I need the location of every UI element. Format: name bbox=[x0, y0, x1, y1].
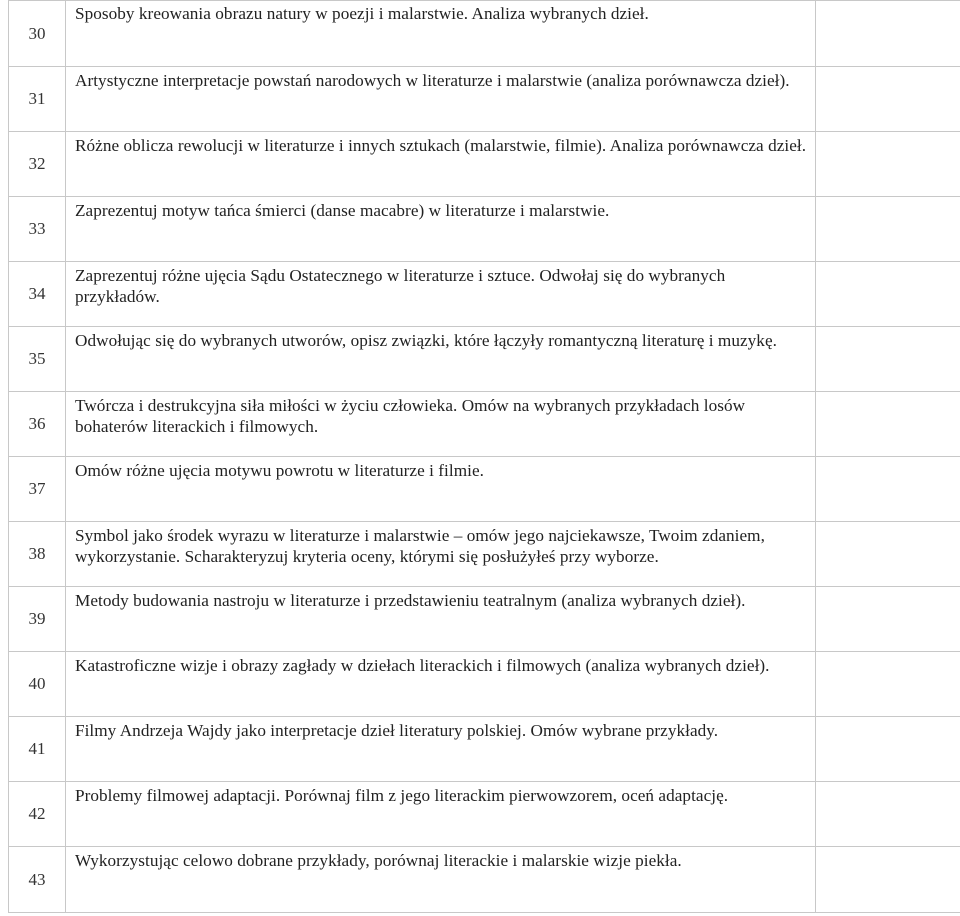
empty-cell bbox=[816, 262, 960, 327]
empty-cell bbox=[816, 132, 960, 197]
table-row bbox=[9, 847, 960, 913]
topic-number: 35 bbox=[9, 327, 66, 392]
empty-cell bbox=[816, 522, 960, 587]
topic-text: Metody budowania nastroju w literaturze i przedstawieniu teatralnym (analiza wybranych dzieł). bbox=[66, 587, 816, 652]
topic-number: 40 bbox=[9, 652, 66, 717]
empty-cell bbox=[816, 587, 960, 652]
empty-cell bbox=[816, 847, 960, 913]
table-row bbox=[9, 717, 960, 782]
table-row bbox=[9, 1, 960, 67]
topic-text: Filmy Andrzeja Wajdy jako interpretacje dzieł literatury polskiej. Omów wybrane przykłady. bbox=[66, 717, 816, 782]
topic-text: Omów różne ujęcia motywu powrotu w literaturze i filmie. bbox=[66, 457, 816, 522]
topic-number: 42 bbox=[9, 782, 66, 847]
empty-cell bbox=[816, 782, 960, 847]
topic-text: Problemy filmowej adaptacji. Porównaj film z jego literackim pierwowzorem, oceń adaptację. bbox=[66, 782, 816, 847]
topic-number: 43 bbox=[9, 847, 66, 913]
table-row bbox=[9, 67, 960, 132]
topic-text: Wykorzystując celowo dobrane przykłady, porównaj literackie i malarskie wizje piekła. bbox=[66, 847, 816, 913]
topic-text: Zaprezentuj różne ujęcia Sądu Ostatecznego w literaturze i sztuce. Odwołaj się do wybranych przykładów. bbox=[66, 262, 816, 327]
table-row bbox=[9, 327, 960, 392]
topics-table bbox=[8, 0, 960, 913]
table-row bbox=[9, 132, 960, 197]
table-row bbox=[9, 522, 960, 587]
empty-cell bbox=[816, 717, 960, 782]
topic-text: Odwołując się do wybranych utworów, opisz związki, które łączyły romantyczną literaturę i muzykę. bbox=[66, 327, 816, 392]
empty-cell bbox=[816, 197, 960, 262]
table-row bbox=[9, 587, 960, 652]
empty-cell bbox=[816, 457, 960, 522]
topic-number: 36 bbox=[9, 392, 66, 457]
topic-text: Zaprezentuj motyw tańca śmierci (danse macabre) w literaturze i malarstwie. bbox=[66, 197, 816, 262]
empty-cell bbox=[816, 1, 960, 67]
topic-text: Twórcza i destrukcyjna siła miłości w życiu człowieka. Omów na wybranych przykładach losów bohaterów literackich i filmowych. bbox=[66, 392, 816, 457]
empty-cell bbox=[816, 392, 960, 457]
empty-cell bbox=[816, 327, 960, 392]
topic-text: Symbol jako środek wyrazu w literaturze i malarstwie – omów jego najciekawsze, Twoim zdaniem, wykorzystanie. Scharakteryzuj kryteria oceny, którymi się posłużyłeś przy wyborze. bbox=[66, 522, 816, 587]
table-row bbox=[9, 457, 960, 522]
topic-number: 34 bbox=[9, 262, 66, 327]
empty-cell bbox=[816, 67, 960, 132]
topic-text: Sposoby kreowania obrazu natury w poezji i malarstwie. Analiza wybranych dzieł. bbox=[66, 1, 816, 67]
topic-text: Katastroficzne wizje i obrazy zagłady w dziełach literackich i filmowych (analiza wybranych dzieł). bbox=[66, 652, 816, 717]
topic-text: Artystyczne interpretacje powstań narodowych w literaturze i malarstwie (analiza porównawcza dzieł). bbox=[66, 67, 816, 132]
topic-number: 31 bbox=[9, 67, 66, 132]
table-row bbox=[9, 392, 960, 457]
topic-number: 39 bbox=[9, 587, 66, 652]
topic-number: 37 bbox=[9, 457, 66, 522]
topic-number: 38 bbox=[9, 522, 66, 587]
topic-number: 30 bbox=[9, 1, 66, 67]
topic-number: 33 bbox=[9, 197, 66, 262]
topic-text: Różne oblicza rewolucji w literaturze i innych sztukach (malarstwie, filmie). Analiza porównawcza dzieł. bbox=[66, 132, 816, 197]
table-row bbox=[9, 197, 960, 262]
topic-number: 32 bbox=[9, 132, 66, 197]
table-row bbox=[9, 782, 960, 847]
table-row bbox=[9, 652, 960, 717]
topic-number: 41 bbox=[9, 717, 66, 782]
table-row bbox=[9, 262, 960, 327]
empty-cell bbox=[816, 652, 960, 717]
